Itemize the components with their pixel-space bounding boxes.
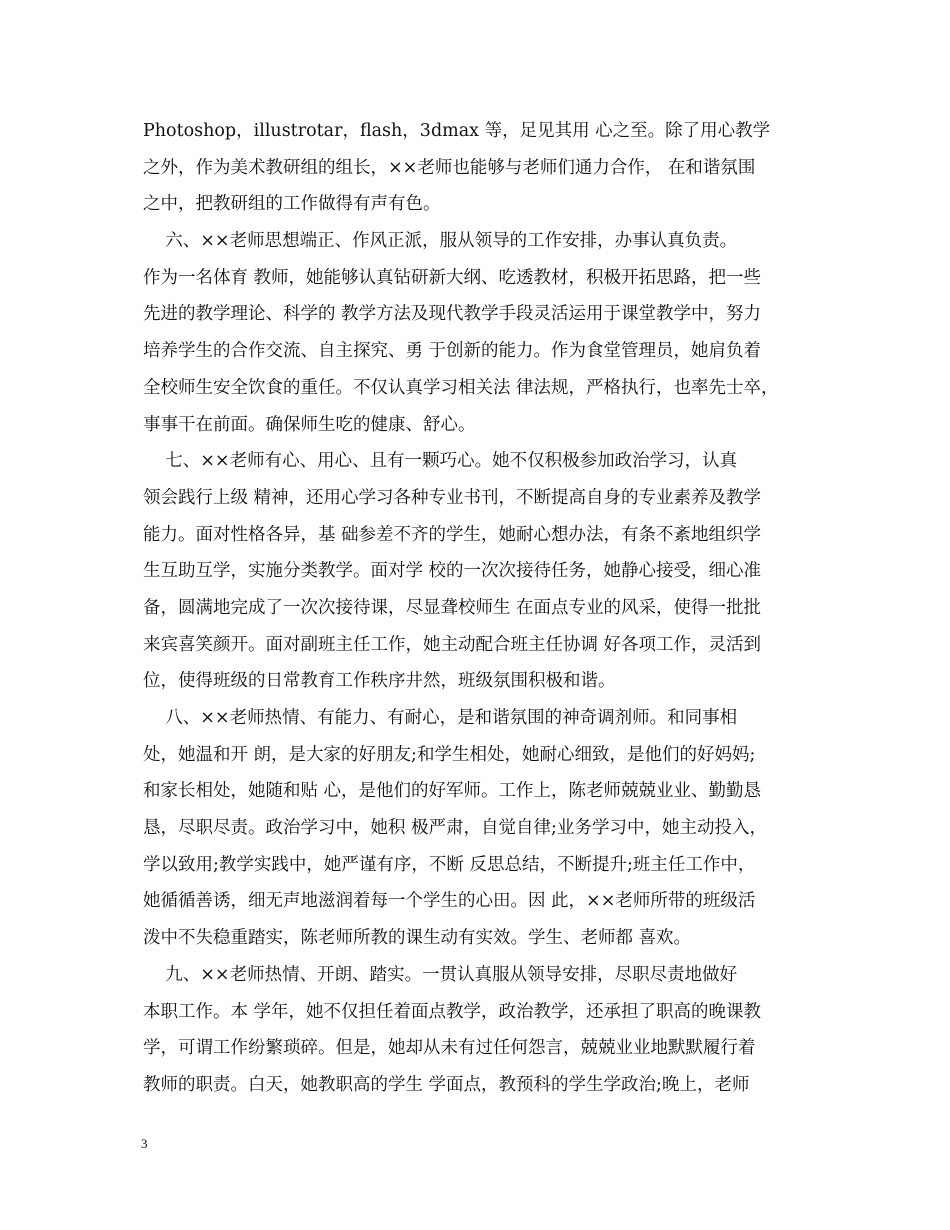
text-line: 位，使得班级的日常教育工作秩序井然，班级氛围积极和谐。: [143, 671, 616, 692]
text-line: 来宾喜笑颜开。面对副班主任工作，她主动配合班主任协调 好各项工作，灵活到: [143, 634, 762, 655]
text-line: 之外，作为美术教研组的组长，××老师也能够与老师们通力合作， 在和谐氛围: [143, 157, 756, 178]
text-line: 培养学生的合作交流、自主探究、勇 于创新的能力。作为食堂管理员，她肩负着: [143, 341, 762, 362]
text-line: 之中，把教研组的工作做得有声有色。: [143, 194, 441, 215]
paragraph-seven-start: 七、××老师有心、用心、且有一颗巧心。她不仅积极参加政治学习，认真: [143, 451, 738, 472]
text-line: 和家长相处，她随和贴 心，是他们的好军师。工作上，陈老师兢兢业业、勤勤恳: [143, 781, 762, 802]
paragraph-nine-start: 九、××老师热情、开朗、踏实。一贯认真服从领导安排，尽职尽责地做好: [143, 964, 738, 985]
text-line: 学，可谓工作纷繁琐碎。但是，她却从未有过任何怨言，兢兢业业地默默履行着: [143, 1038, 756, 1059]
paragraph-eight-start: 八、××老师热情、有能力、有耐心，是和谐氛围的神奇调剂师。和同事相: [143, 708, 738, 728]
text-line: 作为一名体育 教师，她能够认真钻研新大纲、吃透教材，积极开拓思路，把一些: [143, 267, 762, 288]
text-line: 事事干在前面。确保师生吃的健康、舒心。: [143, 414, 476, 435]
page-number: 3: [141, 1136, 148, 1151]
text-line: 教师的职责。白天，她教职高的学生 学面点，教预科的学生学政治;晚上，老师: [143, 1074, 750, 1095]
text-line: 处，她温和开 朗，是大家的好朋友;和学生相处，她耐心细致，是他们的好妈妈;: [143, 744, 756, 765]
text-line: 领会践行上级 精神，还用心学习各种专业书刊，不断提高自身的专业素养及教学: [143, 487, 762, 508]
text-line: 她循循善诱，细无声地滋润着每一个学生的心田。因 此，××老师所带的班级活: [143, 891, 756, 912]
body-text: [143, 113, 813, 1104]
paragraph-six-start: 六、××老师思想端正、作风正派，服从领导的工作安排，办事认真负责。: [143, 231, 738, 252]
text-line: 全校师生安全饮食的重任。不仅认真学习相关法 律法规，严格执行，也率先士卒，: [143, 377, 779, 398]
text-line: 泼中不失稳重踏实，陈老师所教的课生动有实效。学生、老师都 喜欢。: [143, 928, 692, 949]
text-line: 生互助互学，实施分类教学。面对学 校的一次次接待任务，她静心接受，细心准: [143, 561, 762, 582]
text-line: 本职工作。本 学年，她不仅担任着面点教学，政治教学，还承担了职高的晚课教: [143, 1001, 762, 1022]
text-line: 学以致用;教学实践中，她严谨有序，不断 反思总结，不断提升;班主任工作中，: [143, 854, 756, 875]
text-line: 备，圆满地完成了一次次接待课，尽显聋校师生 在面点专业的风采，使得一批批: [143, 597, 762, 618]
text-line: 先进的教学理论、科学的 教学方法及现代教学手段灵活运用于课堂教学中，努力: [143, 304, 762, 325]
text-line: 能力。面对性格各异，基 础参差不齐的学生，她耐心想办法，有条不紊地组织学: [143, 524, 762, 545]
text-line: 恳，尽职尽责。政治学习中，她积 极严肃，自觉自律;业务学习中，她主动投入，: [143, 818, 767, 839]
text-line: Photoshop，illustrotar，flash，3dmax 等，足见其用 心之至。除了用心教学: [143, 121, 771, 141]
